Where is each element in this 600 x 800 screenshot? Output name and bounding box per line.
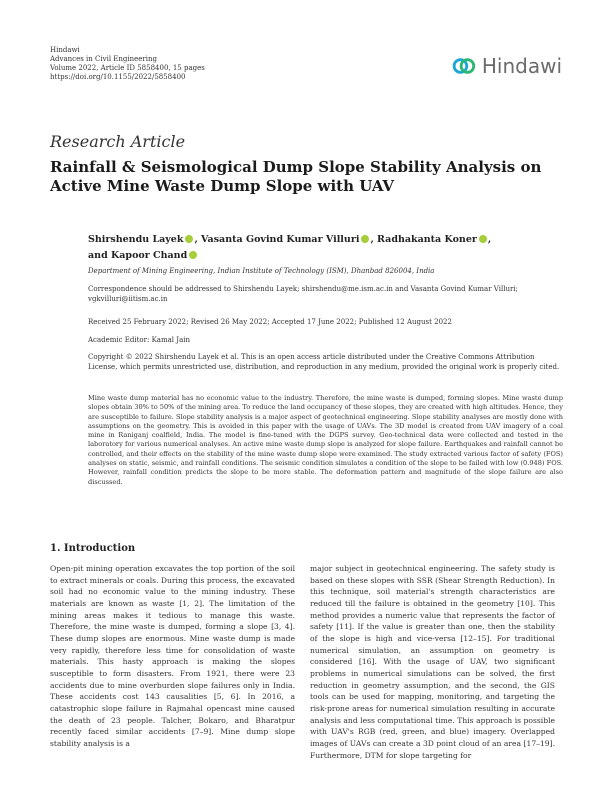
journal-info [50, 46, 205, 82]
abstract: Mine waste dump material has no economic value to the industry. Therefore, the mine waste is dumped, forming slopes. Mine waste dump slopes obtain 30% to 50% of the mining area. To reduce the land occupancy of these slopes, they are created with high altitudes. Hence, they are susceptible to failure. Slope stability analysis is a major aspect of geotechnical engineering. Slope stability analyses are mostly done with assumptions on the geometry. This is avoided in this paper with the usage of UAVs. The 3D model is created from UAV imagery of a coal mine in Raniganj coalfield, India. The model is fine-tuned with the DGPS survey. Geo-technical data were collected and tested in the laboratory for various numerical analyses. An active mine waste dump slope is analyzed for slope failure. Earthquakes and rainfall cannot be controlled, and their effects on the stability of the mine waste dump slope were examined. The study extracted various factor of safety (FOS) analyses on static, seismic, and rainfall conditions. The seismic condition simulates a condition of the slope to be failed with low (0.948) FOS. However, rainfall condition predicts the slope to be more stable. The deformation pattern and magnitude of the slope failure are also discussed. [88, 394, 563, 486]
publisher-name: Hindawi [50, 46, 80, 54]
doi-link[interactable]: https://doi.org/10.1155/2022/5858400 [50, 73, 186, 81]
author-conjunction: and [88, 250, 112, 261]
publication-dates: Received 25 February 2022; Revised 26 May 2022; Accepted 17 June 2022; Published 12 August 2022 [88, 318, 452, 326]
academic-editor: Academic Editor: Kamal Jain [88, 336, 190, 344]
copyright-notice: Copyright © 2022 Shirshendu Layek et al. This is an open access article distributed under the Creative Commons Attribution License, which permits unrestricted use, distribution, and reproduction in any medium, provided the original work is properly cited. [88, 353, 560, 371]
hindawi-logo [452, 46, 562, 86]
orcid-icon[interactable] [189, 251, 197, 259]
hindawi-logo-icon [452, 49, 476, 83]
orcid-icon[interactable] [361, 235, 369, 243]
body-column-left: Open-pit mining operation excavates the top portion of the soil to extract minerals or coals. During this process, the excavated soil had no economic value to the mining industry. These materials are known as waste [1, 2]. The limitation of the mining areas makes it tedious to manage this waste. Therefore, the mine waste is dumped, forming a slope [3, 4]. These dump slopes are enormous. Mine waste dump is made very rapidly, therefore less time for consolidation of waste materials. This hasty approach is making the slopes susceptible to form disasters. From 1921, there were 23 accidents due to mine overburden slope failures only in India. These accidents cost 143 causalities [5, 6]. In 2016, a catastrophic slope failure in Rajmahal opencast mine caused the death of 23 people. Talcher, Bokaro, and Bharatpur recently faced similar accidents [7–9]. Mine dump slope stability analysis is a [50, 564, 295, 748]
correspondence: Correspondence should be addressed to Shirshendu Layek; shirshendu@me.ism.ac.in and Vasanta Govind Kumar Villuri; vgkvilluri@iitism.ac.in [88, 285, 518, 303]
author-name[interactable]: , Vasanta Govind Kumar Villuri [194, 234, 360, 245]
logo-text: Hindawi [481, 54, 562, 78]
body-column-right: major subject in geotechnical engineering. The safety study is based on these slopes with SSR (Shear Strength Reduction). In this technique, soil material's strength characteristics are reduced till the failure is obtained in the geometry [10]. This method provides a numeric value that represents the factor of safety [11]. If the value is greater than one, then the stability of the slope is high and vice-versa [12–15]. For traditional numerical simulation, an assumption on geometry is considered [16]. With the usage of UAV, two significant problems in numerical simulations can be solved, the first reduction in geometry assumption, and the second, the GIS tools can be used for mapping, monitoring, and targeting the risk-prone areas for numerical simulation resulting in accurate analysis and less computational time. This approach is possible with UAV's RGB (red, green, and blue) imagery. Overlapped images of UAVs can create a 3D point cloud of an area [17–19]. Furthermore, DTM for slope targeting for [310, 564, 555, 760]
journal-name: Advances in Civil Engineering [50, 55, 157, 63]
volume-info: Volume 2022, Article ID 5858400, 15 pages [50, 64, 205, 72]
author-list [88, 232, 568, 264]
author-name[interactable]: , Radhakanta Koner [370, 234, 477, 245]
article-type: Research Article [50, 132, 186, 151]
author-name[interactable]: Kapoor Chand [111, 250, 188, 261]
section-heading: 1. Introduction [50, 543, 136, 554]
author-separator: , [487, 234, 492, 245]
orcid-icon[interactable] [479, 235, 487, 243]
affiliation: Department of Mining Engineering, Indian Institute of Technology (ISM), Dhanbad 826004, India [88, 267, 435, 275]
author-name[interactable]: Shirshendu Layek [88, 234, 184, 245]
article-title: Rainfall & Seismological Dump Slope Stability Analysis on Active Mine Waste Dump Slope with UAV [50, 158, 542, 195]
orcid-icon[interactable] [185, 235, 193, 243]
